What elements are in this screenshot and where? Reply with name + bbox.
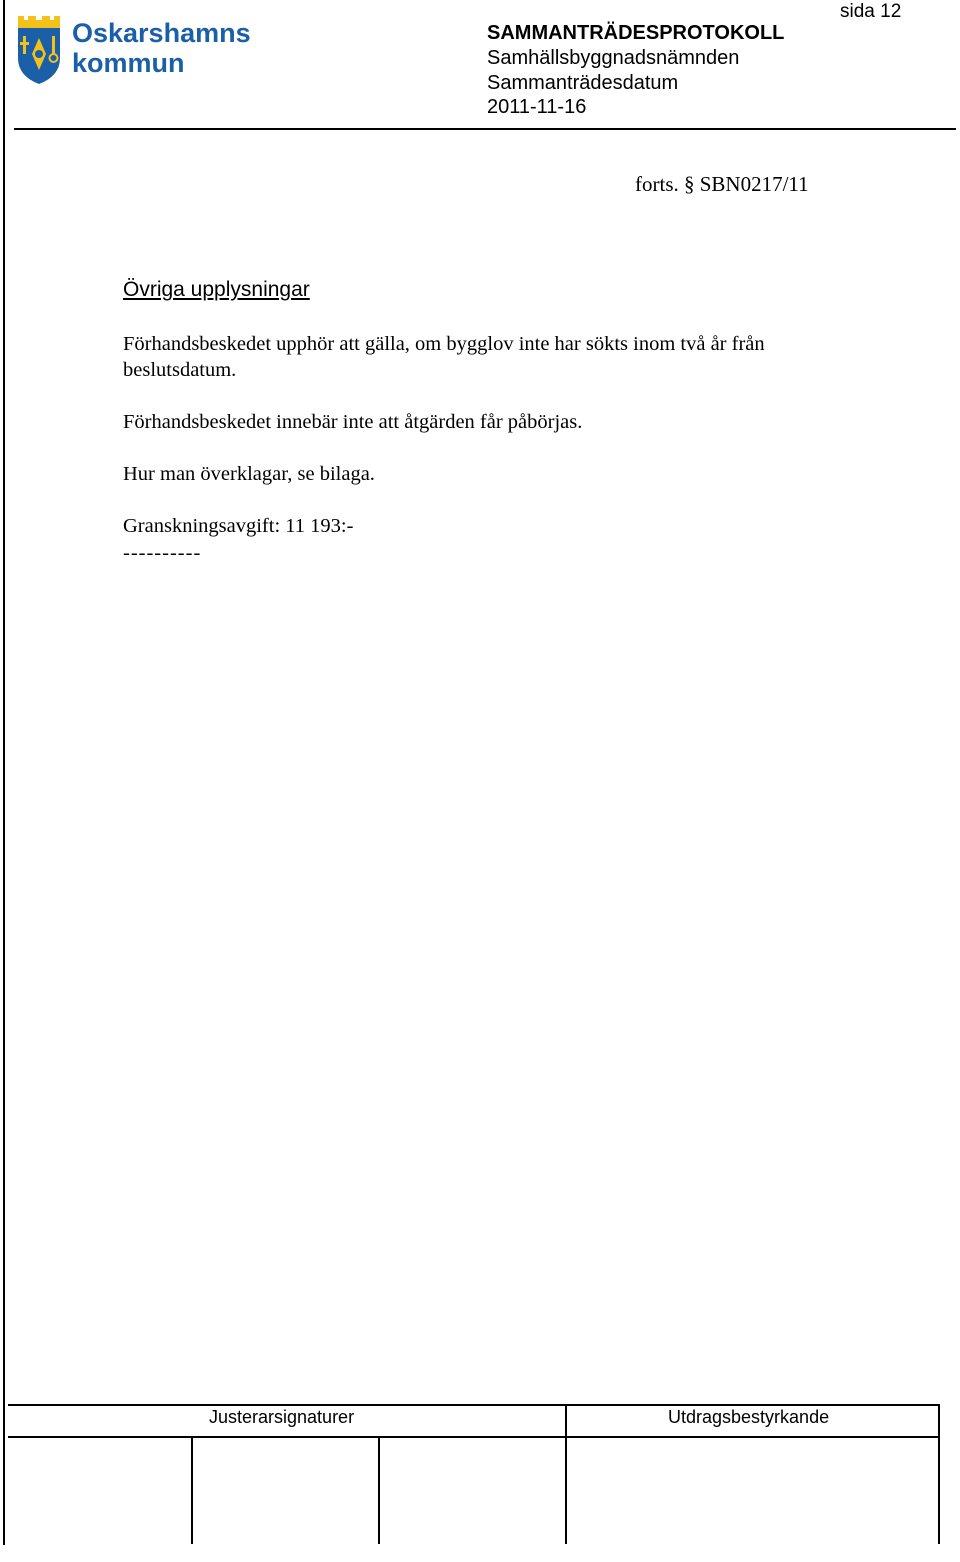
- logo-text-line2: kommun: [72, 48, 185, 78]
- table-header-divider: [565, 1404, 567, 1438]
- paragraph: Hur man överklagar, se bilaga.: [123, 463, 375, 485]
- signature-cell-divider: [565, 1436, 567, 1544]
- fee-line: Granskningsavgift: 11 193:-: [123, 515, 354, 537]
- end-marker: ----------: [123, 542, 202, 564]
- protocol-title: SAMMANTRÄDESPROTOKOLL: [487, 22, 785, 44]
- board-name: Samhällsbyggnadsnämnden: [487, 47, 740, 69]
- meeting-date: 2011-11-16: [487, 96, 587, 118]
- page-margin-rule: [3, 0, 5, 1545]
- meeting-date-label: Sammanträdesdatum: [487, 72, 679, 94]
- table-header-border: [8, 1436, 940, 1438]
- table-top-border: [8, 1404, 940, 1406]
- table-right-border: [938, 1404, 940, 1544]
- paragraph: Förhandsbeskedet upphör att gälla, om bygglov inte har sökts inom två år från beslutsdatum.: [123, 333, 765, 381]
- signature-cell-divider: [378, 1436, 380, 1544]
- signature-cell-divider: [191, 1436, 193, 1544]
- extract-certification-label: Utdragsbestyrkande: [668, 1407, 830, 1427]
- logo-text-line1: Oskarshamns: [72, 18, 251, 48]
- section-heading: Övriga upplysningar: [123, 278, 310, 301]
- case-reference: forts. § SBN0217/11: [635, 172, 809, 196]
- page-number: sida 12: [840, 1, 902, 22]
- header-divider: [14, 128, 956, 130]
- paragraph: Förhandsbeskedet innebär inte att åtgärden får påbörjas.: [123, 411, 583, 433]
- signatures-label: Justerarsignaturer: [209, 1407, 355, 1427]
- municipality-logo: [16, 14, 261, 86]
